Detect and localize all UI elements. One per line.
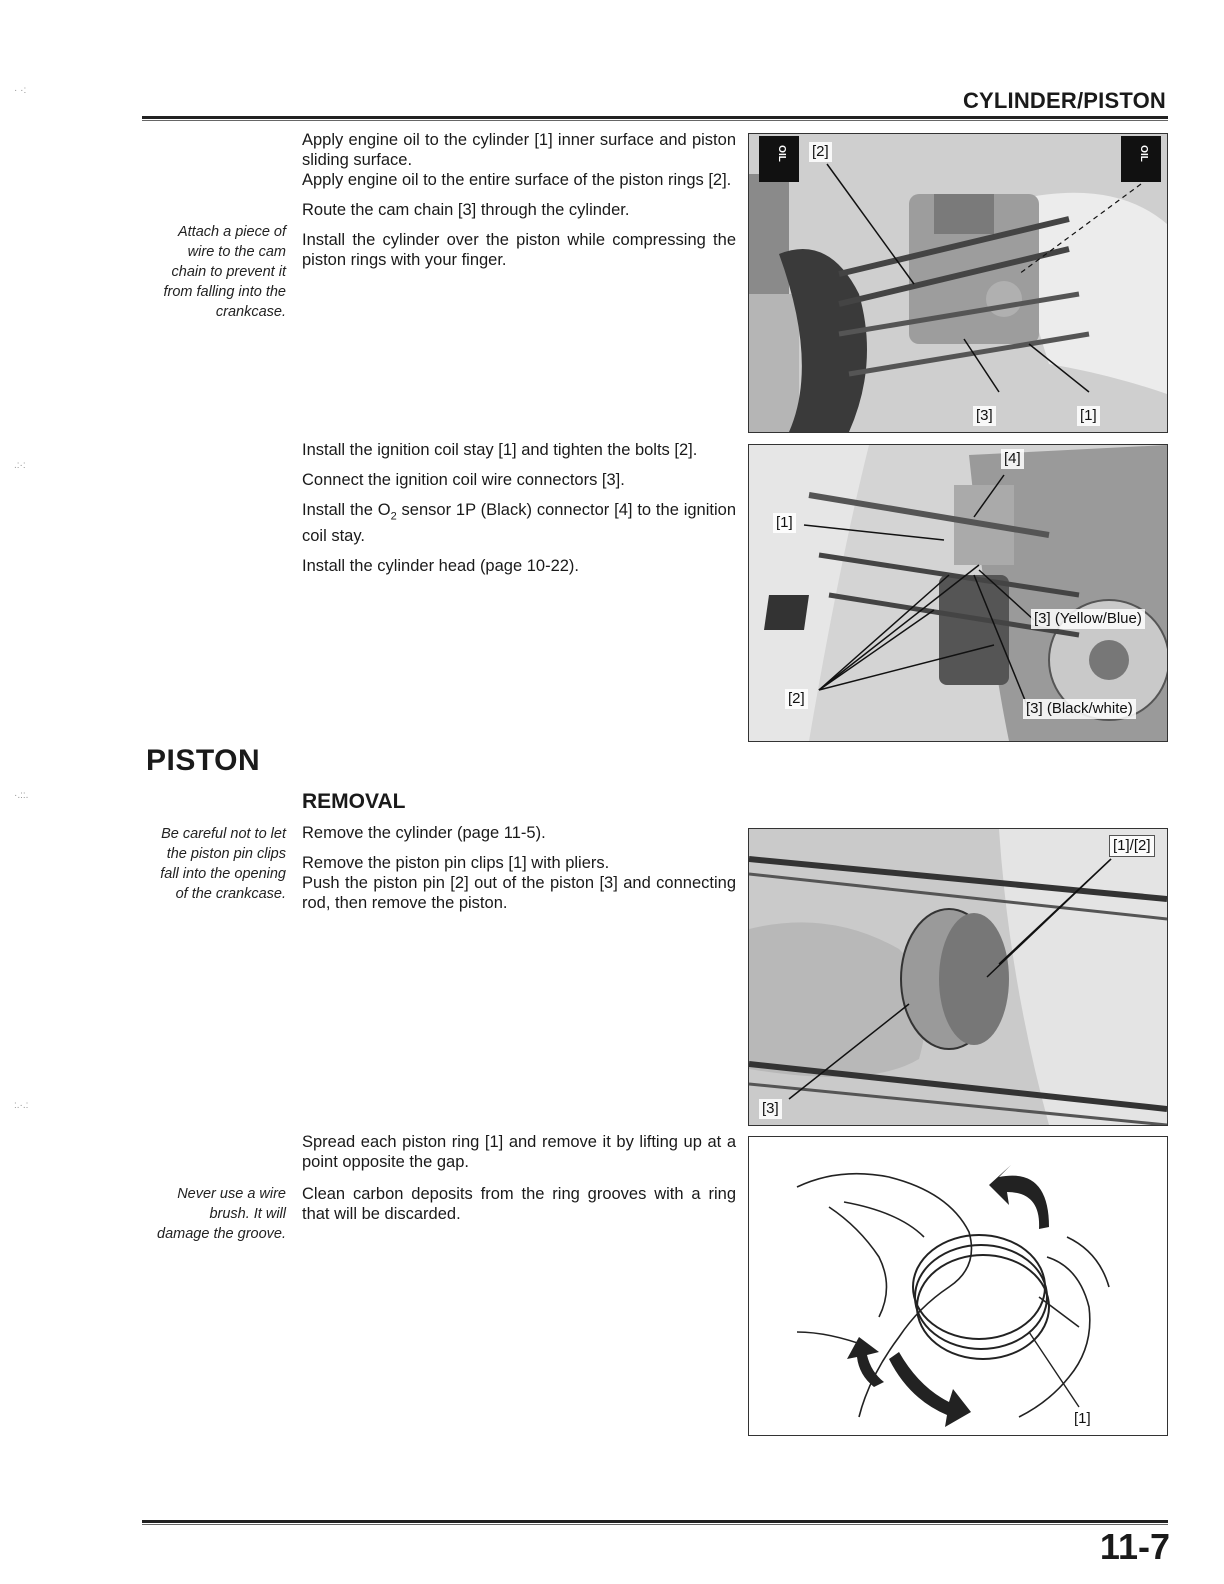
paragraph: Remove the piston pin clips [1] with pliers.	[302, 854, 610, 872]
paragraph: Install the ignition coil stay [1] and tighten the bolts [2].	[302, 441, 698, 459]
paragraph: Push the piston pin [2] out of the piston [3] and connecting rod, then remove the piston.	[302, 874, 736, 912]
oil-mark-icon: OIL	[1137, 145, 1149, 162]
note-line: Attach a piece of	[177, 224, 286, 240]
callout-label: [1]	[1077, 406, 1100, 426]
paragraph: Clean carbon deposits from the ring grooves with a ring that will be discarded.	[302, 1185, 736, 1223]
paragraph: Route the cam chain [3] through the cylinder.	[302, 201, 630, 219]
note-line: the piston pin clips	[166, 846, 286, 862]
callout-label: [2]	[785, 689, 808, 709]
paragraph	[302, 500, 736, 546]
subscript: 2	[390, 510, 397, 523]
paragraph: Connect the ignition coil wire connectors [3].	[302, 471, 625, 489]
scan-artifact: :.·.:	[14, 1100, 29, 1111]
callout-label: [1]	[773, 513, 796, 533]
figure-ignition-coil	[748, 444, 1168, 742]
header-rule	[142, 116, 1168, 119]
side-note-wire-brush	[140, 1184, 286, 1244]
paragraph: Install the cylinder over the piston while compressing the piston rings with your finger.	[302, 231, 736, 269]
paragraph: Apply engine oil to the cylinder [1] inner surface and piston sliding surface.	[302, 131, 736, 169]
scan-artifact: .:·:	[14, 460, 26, 471]
install-cylinder-text	[302, 130, 736, 270]
figure-piston-pin	[748, 828, 1168, 1126]
callout-label: [1]	[1071, 1409, 1094, 1429]
note-line: of the crankcase.	[175, 886, 286, 902]
note-line: Never use a wire	[177, 1186, 286, 1202]
note-line: brush. It will	[209, 1206, 286, 1222]
cylinder-photo-illustration	[749, 134, 1167, 432]
footer-rule	[142, 1520, 1168, 1523]
side-note-pin-clips	[140, 824, 286, 904]
sub-heading-removal: REMOVAL	[302, 790, 406, 813]
callout-label: [3]	[759, 1099, 782, 1119]
footer-rule-thin	[142, 1524, 1168, 1525]
note-line: crankcase.	[215, 304, 286, 320]
callout-label: [1]/[2]	[1109, 835, 1155, 857]
paragraph: Install the cylinder head (page 10-22).	[302, 557, 580, 576]
paragraph: Remove the cylinder (page 11-5).	[302, 824, 546, 842]
header-rule-thin	[142, 120, 1168, 121]
scan-artifact: · ·:	[14, 85, 27, 96]
note-line: chain to prevent it	[171, 264, 286, 280]
note-line: wire to the cam	[187, 244, 286, 260]
chapter-title: CYLINDER/PISTON	[962, 88, 1166, 113]
figure-cylinder-install	[748, 133, 1168, 433]
note-line: Be careful not to let	[161, 826, 286, 842]
callout-label: [4]	[1001, 449, 1024, 469]
paragraph: Spread each piston ring [1] and remove it by lifting up at a point opposite the gap.	[302, 1133, 736, 1171]
callout-label: [3] (Black/white)	[1023, 699, 1136, 719]
piston-ring-text	[302, 1132, 736, 1224]
ignition-coil-text	[302, 440, 736, 576]
oil-mark-icon: OIL	[775, 145, 787, 162]
piston-removal-text	[302, 823, 736, 913]
scan-artifact: ·.::.	[14, 790, 29, 801]
paragraph: Apply engine oil to the entire surface of the piston rings [2].	[302, 171, 732, 189]
ignition-coil-photo-illustration	[749, 445, 1167, 741]
section-heading-piston: PISTON	[146, 744, 261, 777]
side-note-cam-chain	[140, 222, 286, 322]
piston-ring-line-drawing	[749, 1137, 1167, 1435]
piston-pin-photo-illustration	[749, 829, 1167, 1125]
figure-piston-ring-removal	[748, 1136, 1168, 1436]
callout-label: [3] (Yellow/Blue)	[1031, 609, 1145, 629]
callout-label: [2]	[809, 142, 832, 162]
note-line: damage the groove.	[157, 1226, 286, 1242]
note-line: from falling into the	[163, 284, 286, 300]
callout-label: [3]	[973, 406, 996, 426]
page-number: 11-7	[1099, 1526, 1170, 1567]
text-run: sensor 1P (Black) connector [4] to the ignition coil stay.	[302, 501, 737, 546]
note-line: fall into the opening	[160, 866, 286, 882]
text-run: Install the O	[302, 501, 391, 519]
